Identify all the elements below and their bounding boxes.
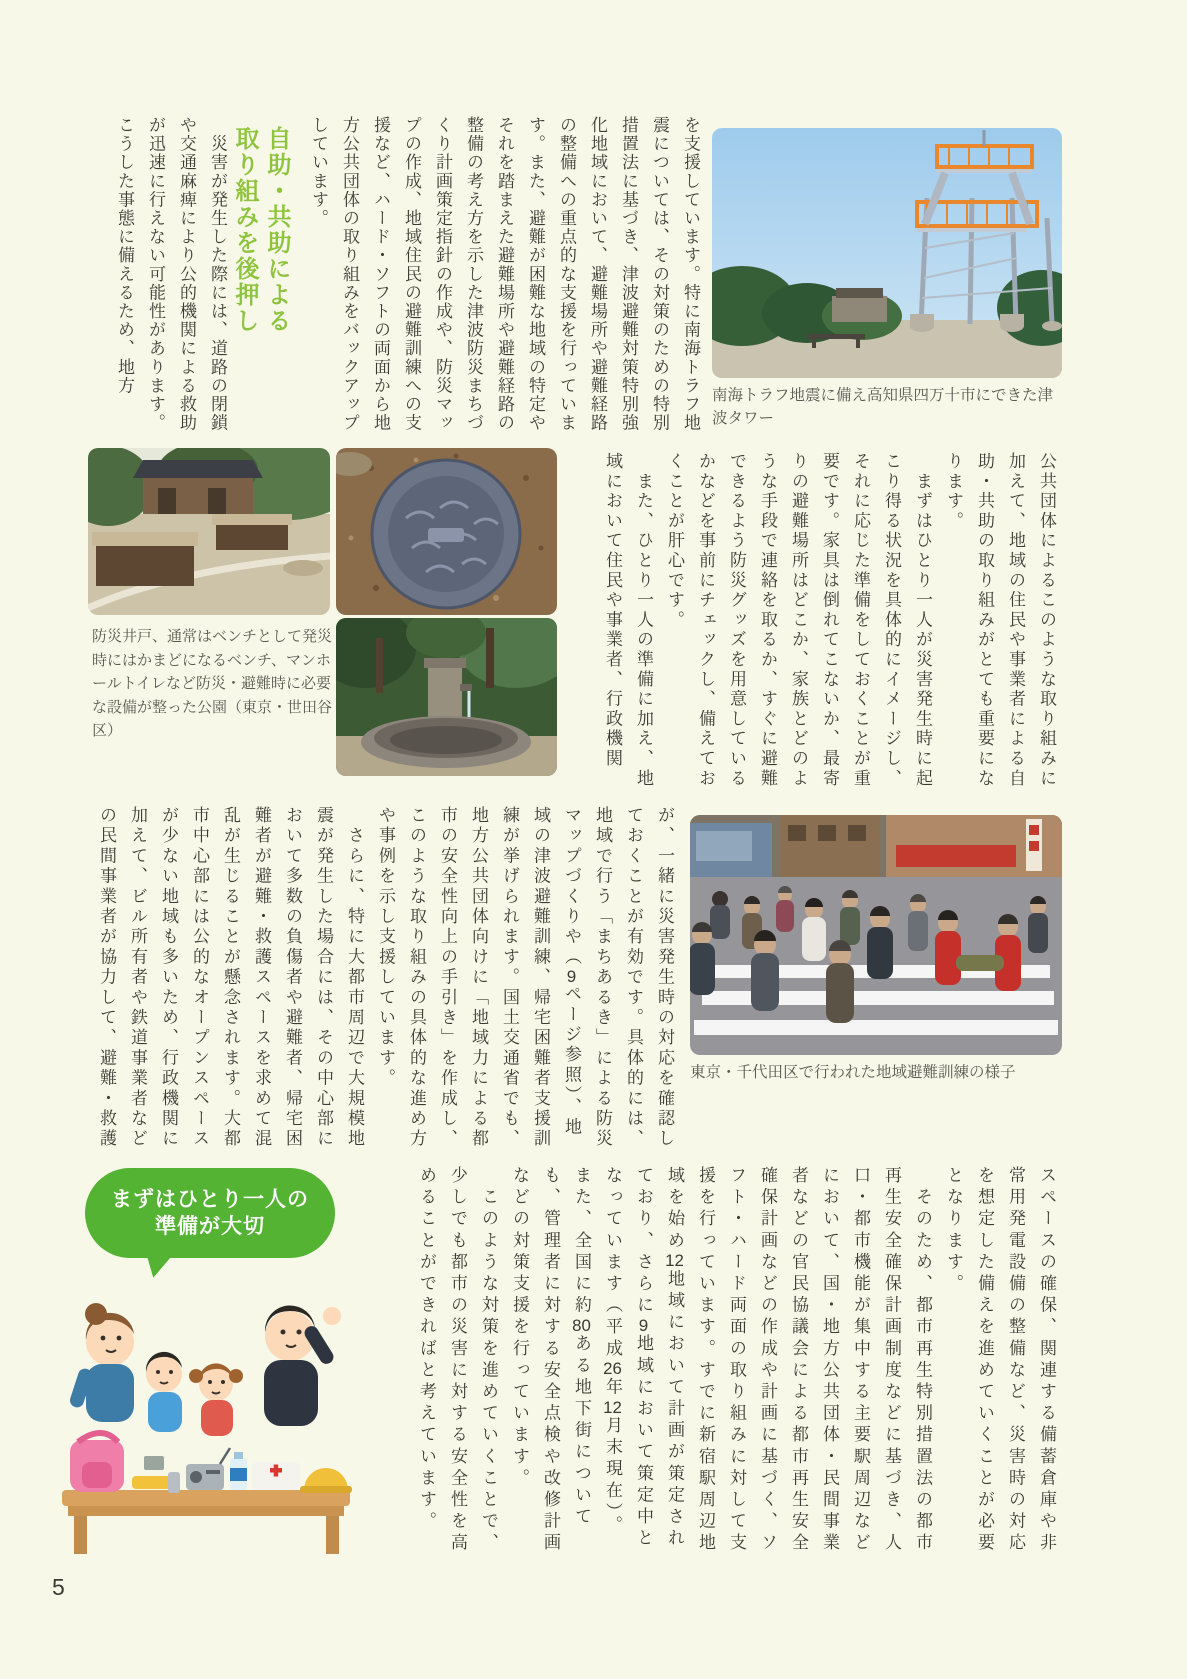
article-top-left-text: 災害が発生した際には、道路の閉鎖や交通麻痺により公的機関による救助が迅速に行えない可能性があります。こうした事態に備えるため、地方 <box>115 116 227 433</box>
article-lower-middle-text: が、一緒に災害発生時の対応を確認しておくことが有効です。具体的には、地域で行う「まちあるき」による防災マップづくりや（9ページ参照）、地域の津波避難訓練、帰宅困難者支援訓練が挙げられます。国土交通省でも、地方公共団体向けに「地域力による都市の安全性向上の手引き」を作成し、このような取り組みの具体的な進め方や事例を示し支援しています。 さらに、特に大都市周辺で大規模地震が発生した場合には、その中心部において多数の負傷者や避難者、帰宅困難者が避難・救護スペースを求めて混乱が生じることが懸念されます。大都市中心部には公的なオープンスペースが少ない地域も多いため、行政機関に加えて、ビル所有者や鉄道事業者などの民間事業者が協力して、避難・救護 <box>97 806 674 1150</box>
drill-photo-caption: 東京・千代田区で行われた地域避難訓練の様子 <box>690 1064 1016 1081</box>
page-number: 5 <box>52 1574 65 1600</box>
disaster-well-photo <box>336 618 557 776</box>
speech-bubble <box>85 1168 335 1258</box>
family-preparation-illustration <box>48 1272 368 1564</box>
speech-bubble-line2: 準備が大切 <box>155 1215 265 1238</box>
park-bench-photo <box>88 448 330 615</box>
speech-bubble-line1: まずはひとり一人の <box>111 1188 309 1211</box>
section-heading: 自助・共助による 取り組みを後押し <box>231 126 290 334</box>
article-top-right-text: を支援しています。特に南海トラフ地震については、その対策のための特別措置法に基づき、津波避難対策特別強化地域において、避難場所や避難経路の整備への重点的な支援を行っています。また、避難が困難な地域の特定やそれを踏まえた避難場所や避難経路の整備の考え方を示した津波防災まちづくり計画策定指針の作成や、防災マップの作成、地域住民の避難訓練への支援など、ハード・ソフトの両面から地方公共団体の取り組みをバックアップしています。 <box>309 116 700 433</box>
tsunami-tower-photo <box>712 128 1062 378</box>
manhole-toilet-photo <box>336 448 557 615</box>
park-photo-caption: 防災井戸、通常はベンチとして発災時にはかまどになるベンチ、マンホールトイレなど防災・避難時に必要な設備が整った公園（東京・世田谷区） <box>92 628 333 739</box>
article-middle-text: 公共団体によるこのような取り組みに加えて、地域の住民や事業者による自助・共助の取り組みがとても重要になります。 まずはひとり一人が災害発生時に起こり得る状況を具体的にイメージし、それに応じた準備をしておくことが重要です。家具は倒れてこないか、最寄りの避難場所はどこか、家族とどのような手段で連絡を取るか、すぐに避難できるよう防災グッズを用意しているかなどを事前にチェックし、備えておくことが肝心です。 また、ひとり一人の準備に加え、地域において住民や事業者、行政機関 <box>603 452 1056 789</box>
article-bottom-text: スペースの確保、関連する備蓄倉庫や非常用発電設備の整備など、災害時の対応を想定した備えを進めていくことが必要となります。 そのため、都市再生特別措置法の都市再生安全確保計画制度などに基づき、人口・都市機能が集中する主要駅周辺などにおいて、国・地方公共団体・民間事業者などの官民協議会による都市再生安全確保計画などの作成や計画に基づく、ソフト・ハード両面の取り組みに対して支援を行っています。すでに新宿駅周辺地域を始め12地域において計画が策定されており、さらに9地域において策定中となっています（平成26年12月末現在）。また、全国に約80ある地下街についても、管理者に対する安全点検や改修計画などの対策支援を行っています。 このような対策を進めていくことで、少しでも都市の災害に対する安全性を高めることができればと考えています。 <box>417 1166 1056 1555</box>
tower-photo-caption: 南海トラフ地震に備え高知県四万十市にできた津波タワー <box>712 387 1054 427</box>
evacuation-drill-photo <box>690 815 1062 1055</box>
